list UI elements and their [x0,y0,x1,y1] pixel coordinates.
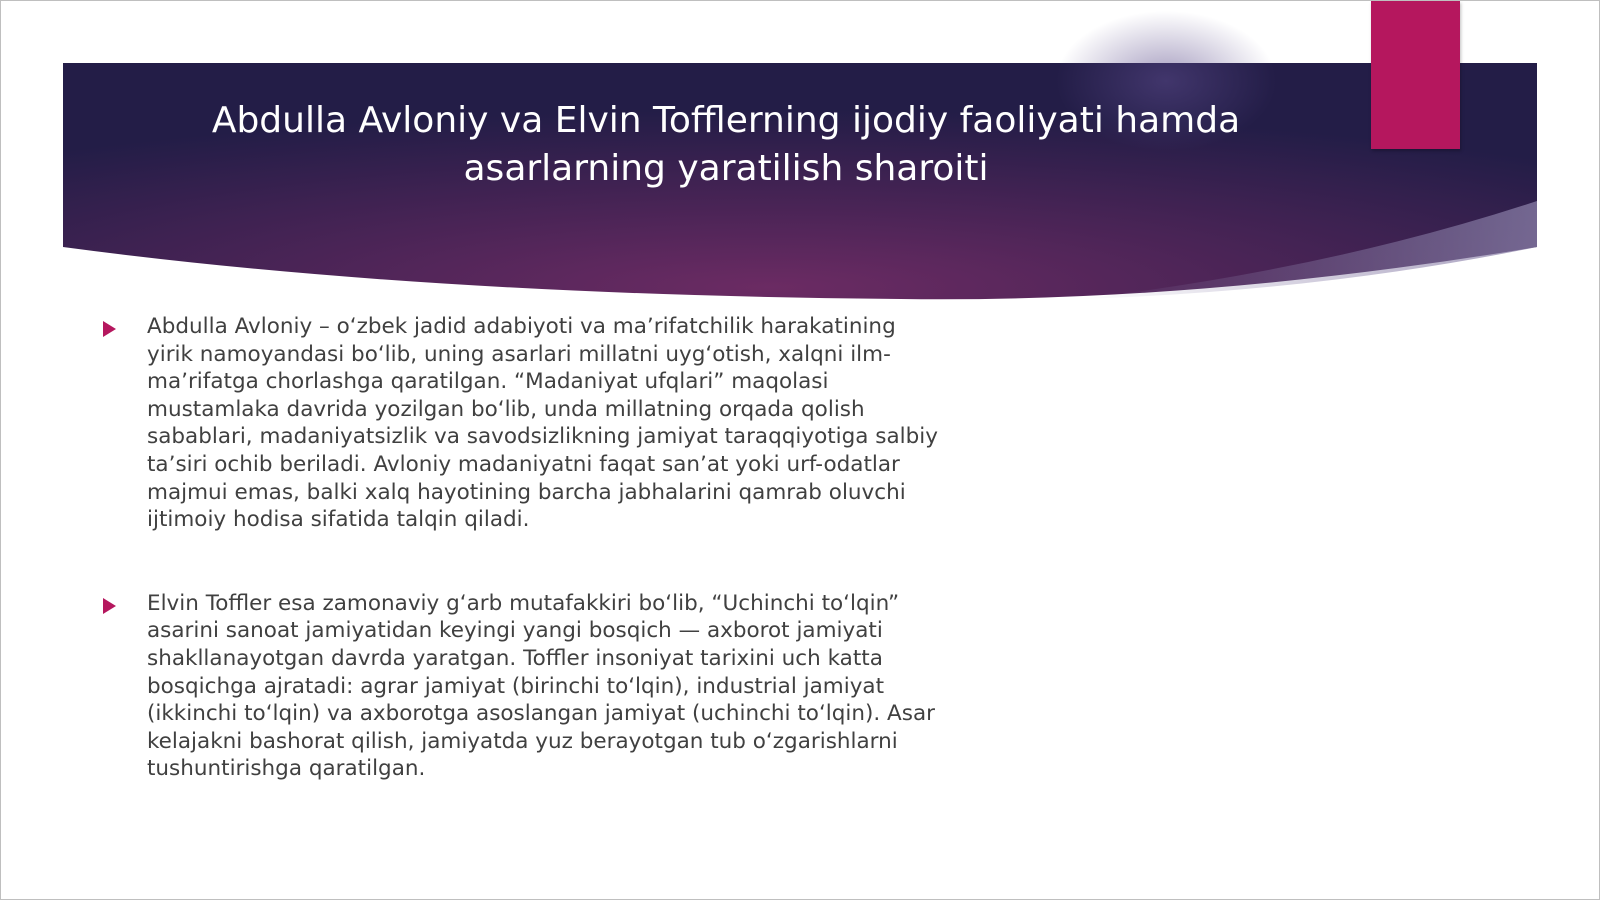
bullet-item [101,313,941,534]
bullet-list [101,313,941,783]
triangle-right-icon [103,321,116,337]
triangle-right-icon [103,598,116,614]
bullet-text: Abdulla Avloniy – oʻzbek jadid adabiyoti va maʼrifatchilik harakatining yirik namoyandasi boʻlib, uning asarlari millatni uygʻotish, xalqni ilm-maʼrifatga chorlashga qaratilgan. “Madaniyat ufqlari” maqolasi mustamlaka davrida yozilgan boʻlib, unda millatning orqada qolish sabablari, madaniyatsizlik va savodsizlikning jamiyat taraqqiyotiga salbiy taʼsiri ochib beriladi. Avloniy madaniyatni faqat sanʼat yoki urf-odatlar majmui emas, balki xalq hayotining barcha jabhalarini qamrab oluvchi ijtimoiy hodisa sifatida talqin qiladi. [147,314,938,533]
slide-title: Abdulla Avloniy va Elvin Tofflerning ijodiy faoliyati hamda asarlarning yaratilish sharoiti [211,100,1241,189]
bullet-text: Elvin Toffler esa zamonaviy gʻarb mutafakkiri boʻlib, “Uchinchi toʻlqin” asarini sanoat jamiyatidan keyingi yangi bosqich — axborot jamiyati shakllanayotgan davrda yaratgan. Toffler insoniyat tarixini uch katta bosqichga ajratadi: agrar jamiyat (birinchi toʻlqin), industrial jamiyat (ikkinchi toʻlqin) va axborotga asoslangan jamiyat (uchinchi toʻlqin). Asar kelajakni bashorat qilish, jamiyatda yuz berayotgan tub oʻzgarishlarni tushuntirishga qaratilgan. [147,590,935,782]
accent-tab [1371,1,1460,149]
bullet-item [101,590,941,783]
